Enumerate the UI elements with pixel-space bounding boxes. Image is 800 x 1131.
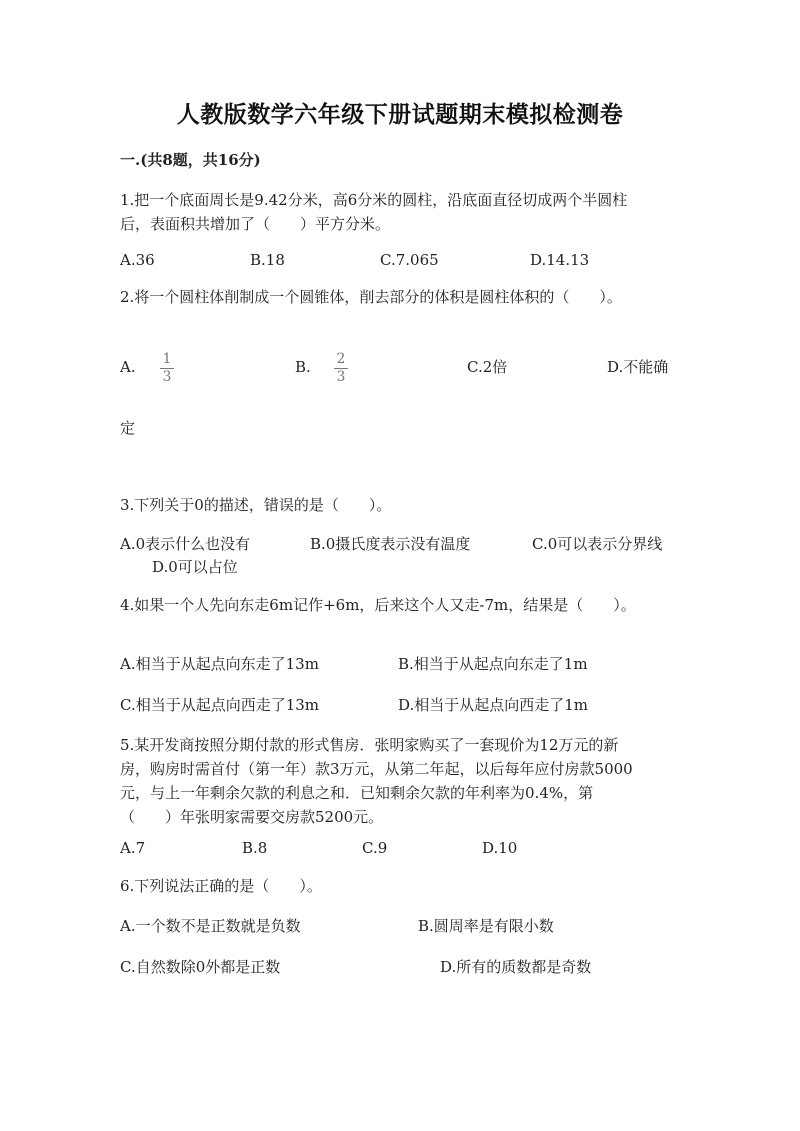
q3-text: 3.下列关于0的描述，错误的是（ ）。 (120, 496, 392, 514)
q2-option-b-denominator: 3 (336, 369, 346, 385)
q2-option-a-fraction (158, 352, 176, 385)
q5-option-a: A.7 (120, 839, 146, 857)
q4-option-a: A.相当于从起点向东走了13m (120, 655, 319, 673)
q3-option-b: B.0摄氏度表示没有温度 (310, 535, 471, 553)
q5-option-b: B.8 (242, 839, 268, 857)
q1-option-c: C.7.065 (380, 251, 439, 269)
q3-option-c: C.0可以表示分界线 (532, 535, 663, 553)
q3-option-d: D.0可以占位 (152, 558, 238, 576)
q1-option-a: A.36 (120, 251, 155, 269)
q3-option-a: A.0表示什么也没有 (120, 535, 251, 553)
q2-option-b-label: B. (295, 358, 311, 376)
q2-option-a-denominator: 3 (162, 369, 172, 385)
section-heading: 一.(共8题，共16分) (120, 151, 261, 169)
q2-option-b-fraction (332, 352, 350, 385)
q2-option-b-numerator: 2 (336, 351, 346, 367)
q5-text-line1: 5.某开发商按照分期付款的形式售房．张明家购买了一套现价为12万元的新 (120, 736, 619, 754)
q6-option-c: C.自然数除0外都是正数 (120, 958, 281, 976)
q5-option-d: D.10 (482, 839, 518, 857)
q4-text: 4.如果一个人先向东走6m记作+6m，后来这个人又走-7m，结果是（ ）。 (120, 596, 636, 614)
q5-text-line4: （ ）年张明家需要交房款5200元。 (120, 808, 384, 826)
q5-text-line3: 元，与上一年剩余欠款的利息之和．已知剩余欠款的年利率为0.4%，第 (120, 784, 594, 802)
q1-text-line1: 1.把一个底面周长是9.42分米，高6分米的圆柱，沿底面直径切成两个半圆柱 (120, 191, 628, 209)
q2-option-c: C.2倍 (467, 358, 508, 376)
q2-option-a-label: A. (120, 358, 136, 376)
q4-option-c: C.相当于从起点向西走了13m (120, 696, 320, 714)
q6-text: 6.下列说法正确的是（ ）。 (120, 877, 322, 895)
q1-text-line2: 后，表面积共增加了（ ）平方分米。 (120, 215, 391, 233)
q4-option-b: B.相当于从起点向东走了1m (398, 655, 588, 673)
page-title: 人教版数学六年级下册试题期末模拟检测卷 (176, 101, 624, 128)
q2-text: 2.将一个圆柱体削制成一个圆锥体，削去部分的体积是圆柱体积的（ ）。 (120, 288, 622, 306)
q2-option-a-numerator: 1 (162, 351, 172, 367)
q2-option-d: D.不能确 (607, 358, 669, 376)
q2-option-d-continued: 定 (120, 419, 136, 437)
q6-option-a: A.一个数不是正数就是负数 (120, 917, 301, 935)
q1-option-d: D.14.13 (530, 251, 590, 269)
q6-option-b: B.圆周率是有限小数 (418, 917, 554, 935)
q4-option-d: D.相当于从起点向西走了1m (398, 696, 589, 714)
q5-text-line2: 房，购房时需首付（第一年）款3万元，从第二年起，以后每年应付房款5000 (120, 760, 633, 778)
q1-option-b: B.18 (250, 251, 285, 269)
q6-option-d: D.所有的质数都是奇数 (440, 958, 592, 976)
q5-option-c: C.9 (362, 839, 388, 857)
